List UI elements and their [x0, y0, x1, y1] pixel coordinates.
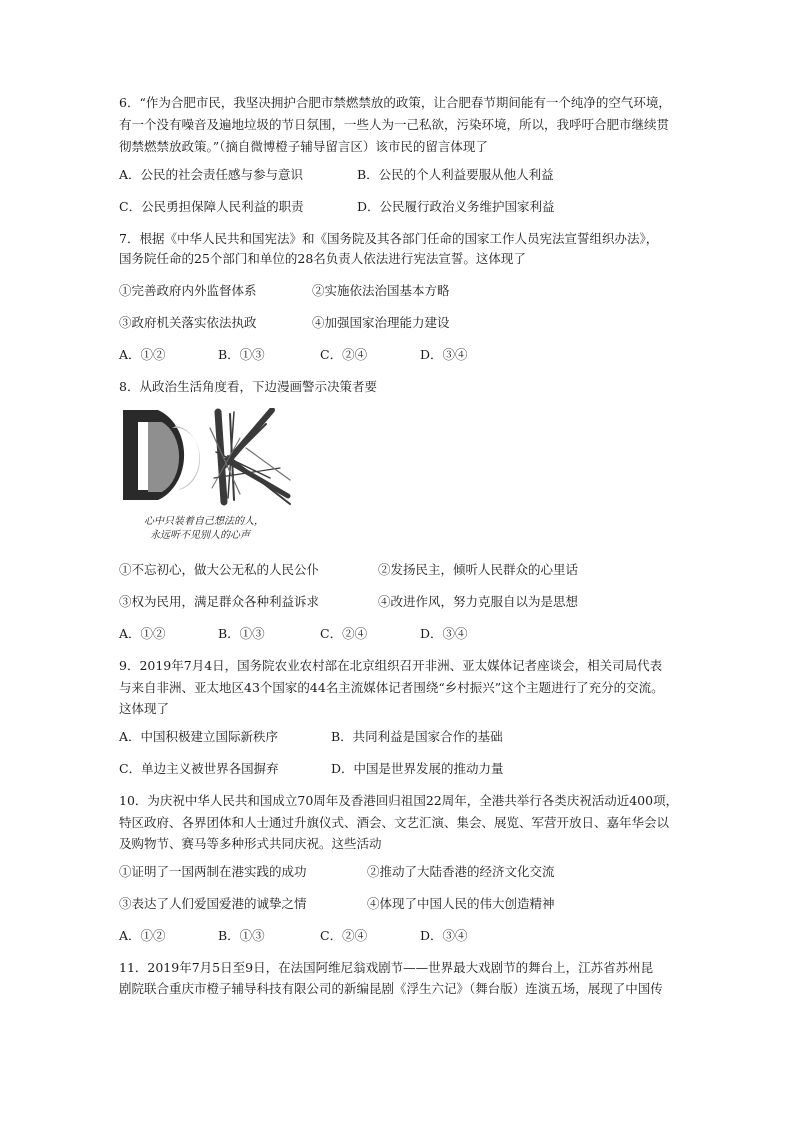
q9-stem-line-2: 与来自非洲、亚太地区43个国家的44名主流媒体记者围绕“乡村振兴”这个主题进行了充分的交流。	[119, 680, 664, 695]
q6-stem-line-1: 6．“作为合肥市民，我坚决拥护合肥市禁燃禁放的政策，让合肥春节期间能有一个纯净的空气环境，	[119, 95, 671, 110]
q6-option-a: A．公民的社会责任感与参与意识	[119, 167, 304, 182]
q8-item-2: ②发扬民主，倾听人民群众的心里话	[378, 562, 579, 577]
q8-choice-c: C．②④	[320, 626, 368, 641]
q7-choice-a: A．①②	[119, 347, 166, 362]
q10-choice-b: B．①③	[218, 928, 265, 943]
q9-option-c: C．单边主义被世界各国摒弃	[119, 761, 279, 776]
q10-item-2: ②推动了大陆香港的经济文化交流	[367, 864, 555, 879]
q7-stem-line-2: 国务院任命的25个部门和单位的28名负责人依法进行宪法宣誓。这体现了	[119, 251, 526, 266]
q10-choice-a: A．①②	[119, 928, 166, 943]
q8-choice-b: B．①③	[218, 626, 265, 641]
q10-stem-line-1: 10．为庆祝中华人民共和国成立70周年及香港回归祖国22周年，全港共举行各类庆祝活动近400项，	[119, 793, 679, 808]
q9-option-b: B．共同利益是国家合作的基础	[331, 729, 503, 744]
q6-option-b: B．公民的个人利益要服从他人利益	[357, 167, 554, 182]
q10-item-3: ③表达了人们爱国爱港的诚挚之情	[119, 896, 307, 911]
q9-stem-line-1: 9．2019年7月4日，国务院农业农村部在北京组织召开非洲、亚太媒体记者座谈会，相关司局代表	[119, 658, 663, 673]
q8-stem: 8．从政治生活角度看，下边漫画警示决策者要	[119, 379, 377, 394]
q7-item-4: ④加强国家治理能力建设	[312, 315, 450, 330]
q8-choice-d: D．③④	[420, 626, 468, 641]
q9-option-d: D．中国是世界发展的推动力量	[331, 761, 504, 776]
q10-item-1: ①证明了一国两制在港实践的成功	[119, 864, 307, 879]
q8-item-1: ①不忘初心，做大公无私的人民公仆	[119, 562, 320, 577]
q7-choice-d: D．③④	[420, 347, 468, 362]
q7-item-3: ③政府机关落实依法执政	[119, 315, 257, 330]
q7-item-1: ①完善政府内外监督体系	[119, 283, 257, 298]
cartoon-caption-line-2: 永远听不见别人的心声	[150, 530, 250, 541]
q10-stem-line-3: 及购物节、赛马等多种形式共同庆祝。这些活动	[119, 836, 382, 851]
q11-stem-line-2: 剧院联合重庆市橙子辅导科技有限公司的新编昆剧《浮生六记》（舞台版）连演五场，展现了中国传	[119, 981, 663, 996]
cartoon-caption-line-1: 心中只装着自己想法的人，	[144, 516, 264, 527]
q7-item-2: ②实施依法治国基本方略	[312, 283, 450, 298]
q9-stem-line-3: 这体现了	[119, 701, 170, 716]
q10-stem-line-2: 特区政府、各界团体和人士通过升旗仪式、酒会、文艺汇演、集会、展览、军营开放日、嘉年华会以	[119, 815, 670, 830]
q8-item-3: ③权为民用，满足群众各种利益诉求	[119, 594, 320, 609]
q6-stem-line-2: 有一个没有噪音及遍地垃圾的节日氛围，一些人为一己私欲，污染环境，所以，我呼吁合肥市继续贯	[119, 117, 670, 132]
q7-choice-c: C．②④	[320, 347, 368, 362]
q6-option-d: D．公民履行政治义务维护国家利益	[357, 199, 555, 214]
q10-choice-d: D．③④	[420, 928, 468, 943]
q8-item-4: ④改进作风，努力克服自以为是思想	[378, 594, 579, 609]
q7-choice-b: B．①③	[218, 347, 265, 362]
q6-option-c: C．公民勇担保障人民利益的职责	[119, 199, 304, 214]
q6-stem-line-3: 彻禁燃禁放政策。”（摘自微博橙子辅导留言区）该市民的留言体现了	[119, 139, 488, 154]
q9-option-a: A．中国积极建立国际新秩序	[119, 729, 279, 744]
q8-cartoon	[120, 408, 296, 540]
q11-stem-line-1: 11．2019年7月5日至9日，在法国阿维尼翁戏剧节——世界最大戏剧节的舞台上，江苏省苏州昆	[119, 960, 654, 975]
q8-choice-a: A．①②	[119, 626, 166, 641]
q10-item-4: ④体现了中国人民的伟大创造精神	[367, 896, 555, 911]
q10-choice-c: C．②④	[320, 928, 368, 943]
q7-stem-line-1: 7．根据《中华人民共和国宪法》和《国务院及其各部门任命的国家工作人员宪法宣誓组织办法》，	[119, 231, 659, 246]
